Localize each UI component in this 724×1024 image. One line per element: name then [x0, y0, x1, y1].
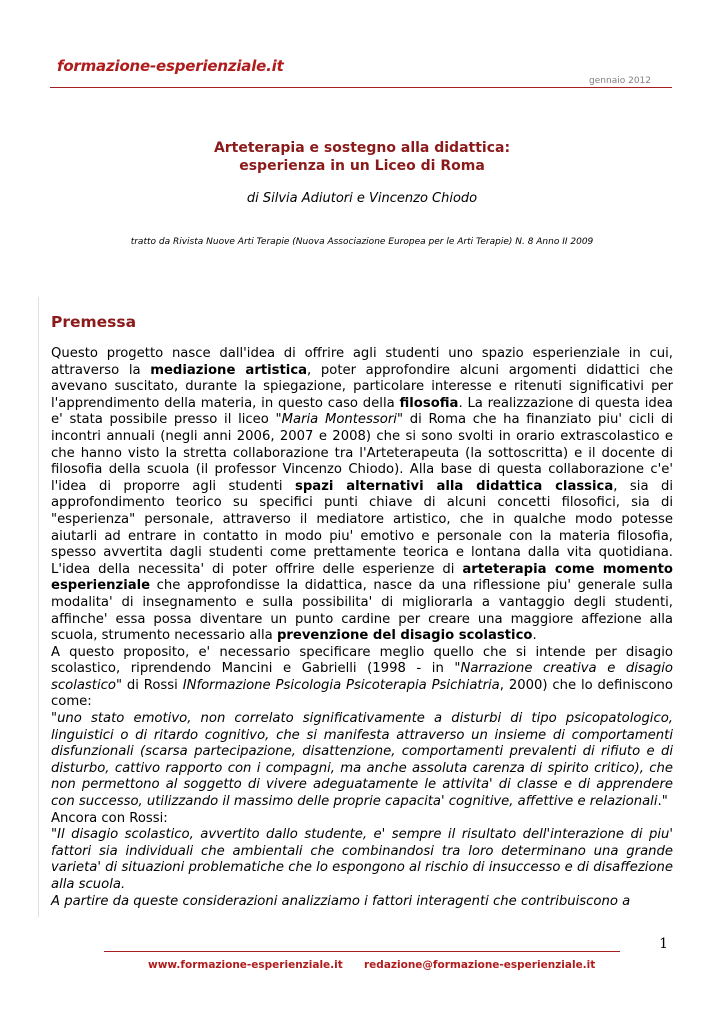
- article-source: tratto da Rivista Nuove Arti Terapie (Nuova Associazione Europea per le Arti Terapie) N. 8 Anno II 2009: [130, 237, 594, 247]
- quote-definition: "uno stato emotivo, non correlato significativamente a disturbi di tipo psicopatologico, linguistici o di ritardo cognitivo, che si manifesta attraverso un insieme di comportamenti disfunzionali (scarsa partecipazione, disattenzione, comportamenti prevalenti di rifiuto e di disturbo, cattivo rapporto con i compagni, ma anche assoluta carenza di spirito critico), che non permettono al soggetto di vivere adeguatamente le attivita' di classe e di apprendere con successo, utilizzando il massimo delle proprie capacita' cognitive, affettive e relazionali.": [51, 711, 673, 810]
- paragraph-continuation: A partire da queste considerazioni analizziamo i fattori interagenti che contribuiscono a: [51, 893, 631, 909]
- paragraph-definition-intro: A questo proposito, e' necessario specificare meglio quello che si intende per disagio scolastico, riprendendo Mancini e Gabrielli (1998 - in "Narrazione creativa e disagio scolastico" di Rossi INformazione Psicologia Psicoterapia Psichiatria, 2000) che lo definiscono come:: [51, 644, 673, 710]
- header-divider: [50, 87, 672, 88]
- article-body: [51, 346, 673, 910]
- footer-website-link[interactable]: www.formazione-esperienziale.it: [148, 959, 343, 971]
- section-title: Premessa: [51, 313, 137, 331]
- article-title-line2: esperienza in un Liceo di Roma: [239, 158, 485, 174]
- page-number: 1: [659, 936, 668, 952]
- paragraph-intro: Questo progetto nasce dall'idea di offrire agli studenti uno spazio esperienziale in cui, attraverso la mediazione artistica, poter approfondire alcuni argomenti didattici che avevano suscitato, durante la spiegazione, particolare interesse e ritenuti significativi per l'apprendimento della materia, in questo caso della filosofia. La realizzazione di questa idea e' stata possibile presso il liceo "Maria Montessori" di Roma che ha finanziato piu' cicli di incontri annuali (negli anni 2006, 2007 e 2008) che si sono svolti in orario extrascolastico e che hanno visto la stretta collaborazione tra l'Arteterapeuta (la sottoscritta) e il docente di filosofia della scuola (il professor Vincenzo Chiodo). Alla base di questa collaborazione c'e' l'idea di proporre agli studenti spazi alternativi alla didattica classica, sia di approfondimento teorico su specifici punti chiave di alcuni concetti filosofici, sia di "esperienza" personale, attraverso il mediatore artistico, che in qualche modo potesse aiutarli ad entrare in contatto in modo piu' emotivo e personale con la materia filosofia, spesso avvertita dagli studenti come prettamente teorica e lontana dalla vita quotidiana. L'idea della necessita' di poter offrire delle esperienze di arteterapia come momento esperienziale che approfondisse la didattica, nasce da una riflessione piu' generale sulla modalita' di insegnamento e sulla possibilita' di migliorarla a vantaggio degli studenti, affinche' essa possa diventare un punto cardine per creare una maggiore affezione alla scuola, strumento necessario alla prevenzione del disagio scolastico.: [51, 346, 673, 644]
- article-title-line1: Arteterapia e sostegno alla didattica:: [213, 140, 511, 156]
- issue-date: gennaio 2012: [589, 76, 651, 86]
- article-authors: di Silvia Adiutori e Vincenzo Chiodo: [246, 191, 478, 206]
- quote-rossi: "Il disagio scolastico, avvertito dallo studente, e' sempre il risultato dell'interazione di piu' fattori sia individuali che ambientali che combinandosi tra loro determinano una grande varieta' di situazioni problematiche che lo espongono al rischio di insuccesso e di disaffezione alla scuola.: [51, 827, 673, 892]
- paragraph-rossi: Ancora con Rossi:: [51, 810, 168, 826]
- footer-email-link[interactable]: redazione@formazione-esperienziale.it: [364, 959, 596, 971]
- site-logo: formazione-esperienziale.it: [57, 57, 284, 75]
- margin-line: [38, 297, 39, 917]
- footer-divider: [104, 951, 620, 952]
